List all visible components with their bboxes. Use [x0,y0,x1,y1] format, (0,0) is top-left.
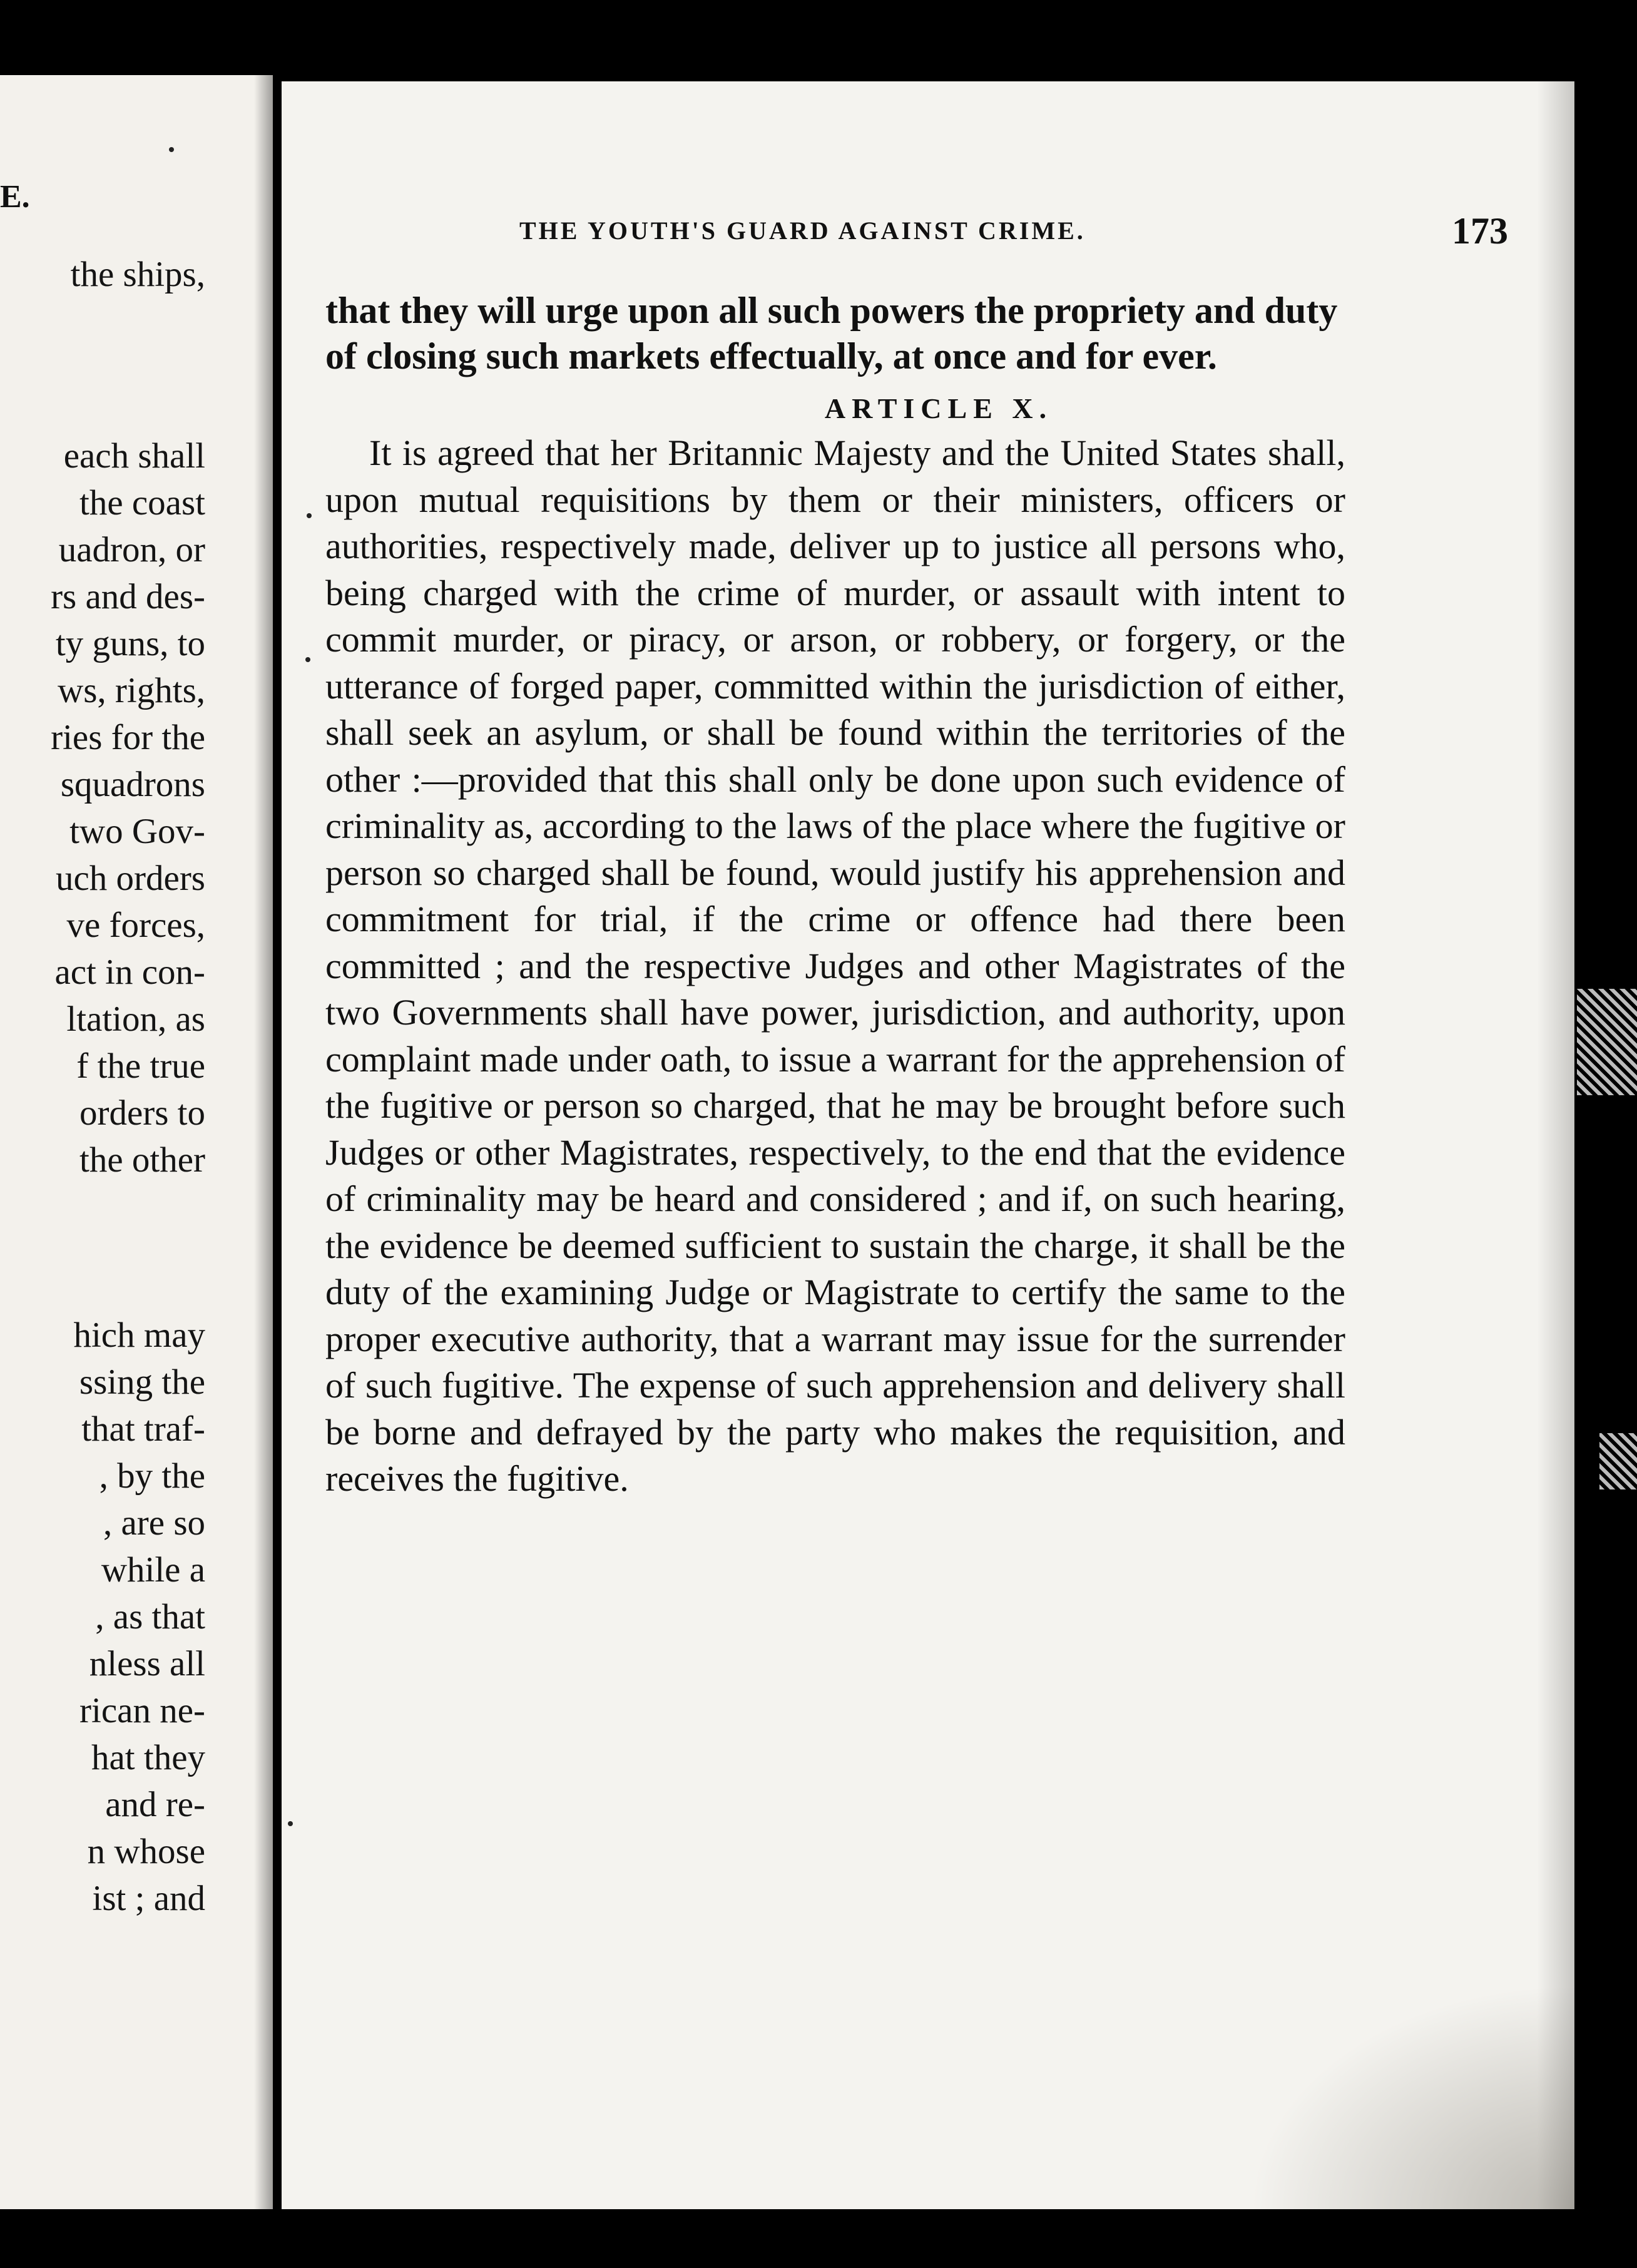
left-page-line: hat they [91,1738,205,1777]
scan-noise-mark [1577,989,1637,1095]
left-page-line: uadron, or [58,530,205,570]
running-title: THE YOUTH'S GUARD AGAINST CRIME. [519,217,1086,245]
left-page-line: ssing the [79,1362,205,1402]
left-page-line: rs and des- [51,577,205,616]
left-page-line: the ships, [70,255,205,294]
ink-speck [169,147,174,152]
ink-speck [305,657,310,662]
gutter-shadow [254,75,273,2209]
left-page-line: each shall [63,436,205,476]
left-page-line: ws, rights, [58,671,205,710]
left-page [0,75,273,2209]
left-page-line: act in con- [54,953,205,992]
left-page-line: two Gov- [69,812,205,851]
left-page-line: nless all [89,1644,205,1683]
left-page-line: that traf- [81,1409,205,1449]
left-page-line: f the true [76,1046,205,1086]
opening-paragraph: that they will urge upon all such powers the propriety and duty of closing such markets effectually, at once and for ever. [325,290,1338,377]
left-running-head-fragment: E. [0,179,30,215]
page-edge-shade [1537,81,1574,2209]
page-stain [1249,1984,1574,2209]
left-page-line: the coast [79,483,205,523]
left-page-line: ist ; and [92,1879,205,1918]
left-page-line: squadrons [60,765,205,804]
left-page-line: orders to [79,1093,205,1133]
body-text [325,288,1345,1503]
left-page-line: uch orders [56,859,205,898]
ink-speck [307,513,312,518]
left-page-line: ltation, as [66,999,205,1039]
left-page-line: , as that [95,1597,205,1637]
running-head [519,210,1508,260]
left-page-line: and re- [105,1785,205,1824]
left-page-line: ries for the [51,718,205,757]
article-paragraph: It is agreed that her Britannic Majesty and the United States shall, upon mutual requisitions by them or their ministers, officers or authorities, respectively made, deliver up to justice all persons who, being charged with the crime of murder, or assault with intent to commit murder, or piracy, or arson, or robbery, or forgery, or the utterance of forged paper, committed within the jurisdiction of either, shall seek an asylum, or shall be found within the territories of the other :—provided that this shall only be done upon such evidence of criminality as, according to the laws of the place where the fugitive or person so charged shall be found, would justify his apprehension and commitment for trial, if the crime or offence had there been committed ; and the respective Judges and other Magistrates of the two Governments shall have power, jurisdiction, and authority, upon complaint made under oath, to issue a warrant for the apprehension of the fugitive or person so charged, that he may be brought before such Judges or other Magistrates, respectively, to the end that the evidence of criminality may be heard and considered ; and if, on such hearing, the evidence be deemed sufficient to sustain the charge, it shall be the duty of the examining Judge or Magistrate to certify the same to the proper executive authority, that a warrant may issue for the surrender of such fugitive. The expense of such apprehension and delivery shall be borne and defrayed by the party who makes the requisition, and receives the fugitive. [325,432,1345,1499]
left-page-line: , are so [103,1503,205,1543]
left-page-line: hich may [73,1315,205,1355]
article-heading: ARTICLE X. [824,392,1053,424]
right-page [282,81,1574,2209]
left-page-line: the other [79,1140,205,1180]
left-page-line: , by the [99,1456,205,1496]
left-page-line: while a [101,1550,205,1590]
left-page-line: rican ne- [79,1691,205,1730]
scan-noise-mark [1599,1433,1637,1489]
ink-speck [288,1821,293,1826]
left-page-line: ve forces, [66,906,205,945]
left-page-line: ty guns, to [55,624,205,663]
left-page-line: n whose [87,1832,205,1871]
page-number: 173 [1452,210,1508,252]
